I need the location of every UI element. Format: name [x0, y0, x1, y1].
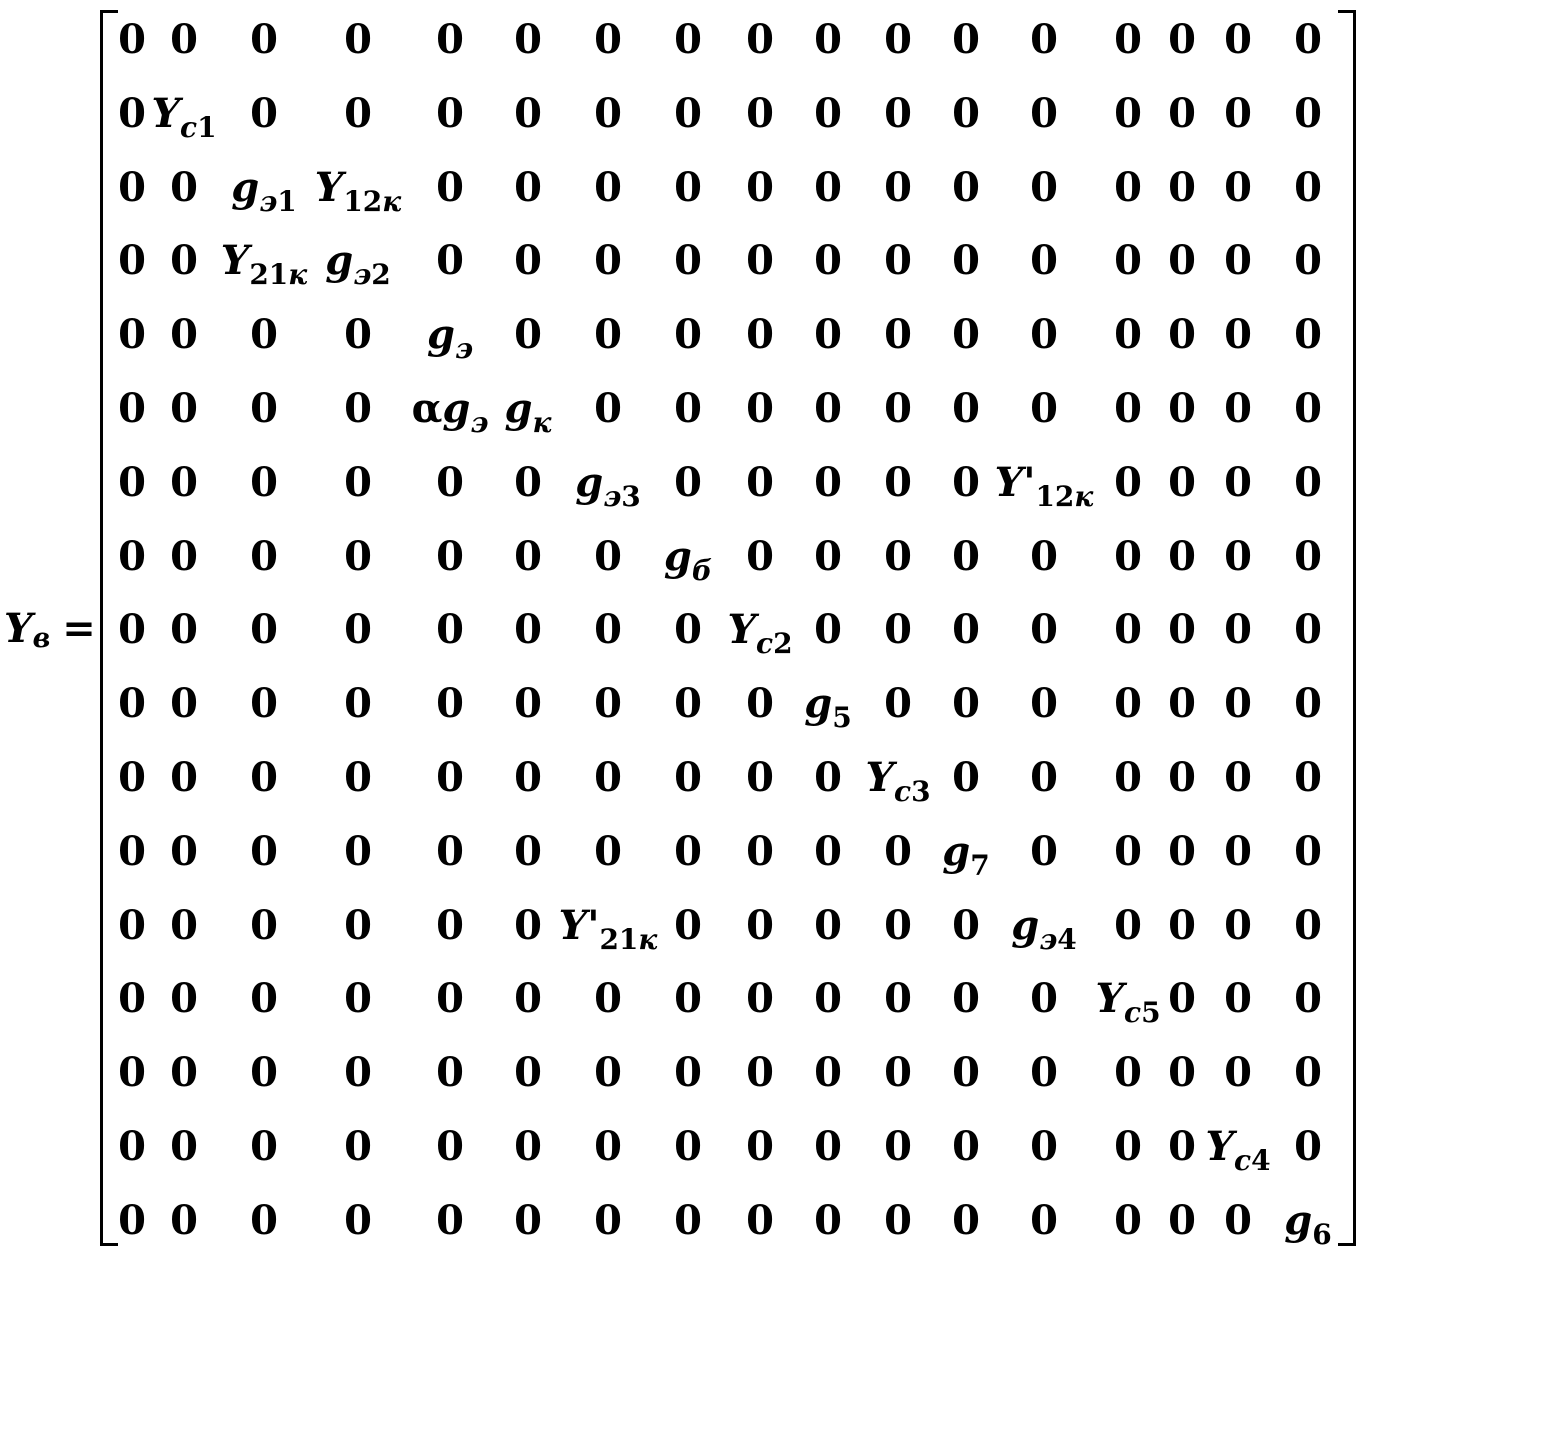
matrix-cell: 0 [344, 827, 372, 875]
matrix-cell: 0 [884, 1049, 912, 1097]
matrix-cell: 0 [514, 606, 542, 654]
matrix-cell: 0 [952, 532, 980, 580]
matrix-cell: 0 [344, 606, 372, 654]
matrix-cell: 0 [170, 1049, 198, 1097]
matrix-cell: 0 [1224, 1196, 1252, 1244]
matrix-cell: 0 [436, 1123, 464, 1170]
matrix-cell: 0 [952, 606, 980, 654]
matrix-cell: 0 [250, 1196, 278, 1244]
matrix-cell: 0 [1168, 1196, 1196, 1244]
matrix-cell: 0 [118, 16, 146, 63]
matrix-cell: 0 [1224, 311, 1252, 359]
matrix-cell: 0 [250, 458, 278, 506]
matrix-cell: 0 [344, 754, 372, 801]
matrix-cell: 0 [170, 16, 198, 63]
matrix-cell: 0 [118, 163, 146, 211]
matrix-cell: 0 [514, 975, 542, 1023]
matrix-cell: $Y_{c2}$ [727, 606, 793, 661]
matrix-cell: 0 [674, 311, 702, 359]
matrix-cell: 0 [1114, 311, 1142, 359]
matrix-cell: 0 [118, 89, 146, 137]
matrix-cell: 0 [952, 754, 980, 801]
matrix-cell: $Y_{12к}$ [314, 163, 402, 218]
matrix-cell: 0 [814, 975, 842, 1023]
matrix-cell: 0 [1294, 16, 1322, 63]
matrix-cell: 0 [884, 975, 912, 1023]
matrix-cell: 0 [1168, 237, 1196, 285]
matrix-cell: 0 [514, 827, 542, 875]
matrix-cell: 0 [1030, 237, 1058, 285]
matrix-cell: 0 [746, 901, 774, 949]
matrix-cell: $g_{э2}$ [325, 237, 391, 292]
matrix-cell: 0 [118, 1123, 146, 1170]
matrix-cell: 0 [1294, 975, 1322, 1023]
matrix-cell: 0 [746, 458, 774, 506]
matrix-cell: 0 [1224, 458, 1252, 506]
matrix-cell: 0 [118, 827, 146, 875]
matrix-cell: 0 [514, 1049, 542, 1097]
matrix-cell: 0 [344, 311, 372, 359]
matrix-cell: 0 [1294, 1049, 1322, 1097]
matrix-cell: 0 [746, 311, 774, 359]
matrix-cell: $g_э$ [426, 311, 474, 366]
matrix-cell: 0 [594, 754, 622, 801]
matrix-cell: 0 [1294, 1123, 1322, 1170]
matrix-cell: 0 [952, 16, 980, 63]
matrix-cell: 0 [1114, 385, 1142, 432]
matrix-cell: 0 [1030, 754, 1058, 801]
matrix-cell: 0 [594, 827, 622, 875]
matrix-cell: 0 [674, 1123, 702, 1170]
matrix-cell: 0 [250, 975, 278, 1023]
matrix-cell: 0 [594, 532, 622, 580]
matrix-cell: 0 [594, 680, 622, 728]
matrix-cell: 0 [1168, 975, 1196, 1023]
matrix-cell: 0 [1030, 680, 1058, 728]
matrix-cell: 0 [1030, 385, 1058, 432]
matrix-cell: 0 [1294, 532, 1322, 580]
matrix-cell: 0 [1114, 237, 1142, 285]
matrix-cell: 0 [746, 16, 774, 63]
matrix-cell: 0 [674, 901, 702, 949]
matrix-cell: $g_5$ [804, 680, 852, 735]
matrix-cell: 0 [1114, 89, 1142, 137]
matrix-cell: 0 [952, 1196, 980, 1244]
matrix-cell: 0 [514, 1196, 542, 1244]
matrix-cell: 0 [1030, 1049, 1058, 1097]
matrix-cell: 0 [952, 89, 980, 137]
matrix-cell: 0 [594, 975, 622, 1023]
matrix-cell: 0 [884, 458, 912, 506]
matrix-cell: 0 [170, 606, 198, 654]
matrix-cell: 0 [746, 385, 774, 432]
matrix-cell: 0 [118, 385, 146, 432]
matrix-cell: 0 [250, 827, 278, 875]
matrix-cell: 0 [884, 901, 912, 949]
matrix-cell: 0 [250, 89, 278, 137]
matrix-cell: $Y'_{21к}$ [558, 901, 658, 956]
matrix-cell: 0 [1114, 1049, 1142, 1097]
matrix-cell: $Y_{21к}$ [220, 237, 308, 292]
matrix-cell: 0 [344, 901, 372, 949]
matrix-cell: 0 [118, 975, 146, 1023]
matrix-cell: 0 [674, 680, 702, 728]
matrix-cell: 0 [1224, 385, 1252, 432]
matrix-cell: 0 [674, 1196, 702, 1244]
matrix-cell: 0 [746, 754, 774, 801]
matrix-cell: 0 [1224, 975, 1252, 1023]
matrix-cell: 0 [1114, 1196, 1142, 1244]
matrix-cell: 0 [674, 89, 702, 137]
matrix-cell: 0 [344, 1049, 372, 1097]
matrix-cell: 0 [746, 532, 774, 580]
matrix-cell: 0 [1168, 16, 1196, 63]
matrix-cell: 0 [118, 532, 146, 580]
matrix-cell: 0 [1294, 237, 1322, 285]
matrix-cell: 0 [436, 532, 464, 580]
matrix-cell: 0 [746, 1049, 774, 1097]
matrix-cell: 0 [514, 532, 542, 580]
matrix-cell: 0 [1294, 606, 1322, 654]
matrix-cell: 0 [514, 458, 542, 506]
matrix-cell: $Y_{c1}$ [151, 89, 217, 144]
matrix-cell: 0 [674, 827, 702, 875]
matrix-cell: 0 [814, 1196, 842, 1244]
matrix-cell: 0 [594, 385, 622, 432]
matrix-cell: 0 [1224, 827, 1252, 875]
matrix-cell: 0 [884, 237, 912, 285]
matrix-cell: 0 [1224, 16, 1252, 63]
matrix-cell: 0 [170, 680, 198, 728]
matrix-cell: 0 [674, 1049, 702, 1097]
matrix-cell: 0 [514, 16, 542, 63]
matrix-cell: 0 [1114, 532, 1142, 580]
matrix-cell: $Y_{c5}$ [1095, 975, 1161, 1030]
matrix-cell: 0 [250, 606, 278, 654]
matrix-cell: 0 [1114, 16, 1142, 63]
matrix-cell: 0 [1168, 827, 1196, 875]
matrix-cell: 0 [514, 754, 542, 801]
matrix-cell: 0 [436, 606, 464, 654]
matrix-cell: 0 [170, 1123, 198, 1170]
matrix-cell: 0 [436, 1049, 464, 1097]
matrix-cell: 0 [814, 458, 842, 506]
matrix-cell: 0 [250, 311, 278, 359]
matrix-cell: 0 [1030, 163, 1058, 211]
matrix-cell: 0 [1294, 680, 1322, 728]
matrix-cell: 0 [1224, 237, 1252, 285]
matrix-cell: 0 [1224, 532, 1252, 580]
matrix-cell: 0 [674, 975, 702, 1023]
matrix-cell: $g_б$ [663, 532, 713, 587]
matrix-cell: 0 [170, 827, 198, 875]
matrix-cell: 0 [250, 680, 278, 728]
matrix-cell: 0 [952, 311, 980, 359]
matrix-cell: 0 [1114, 163, 1142, 211]
matrix-cell: 0 [1224, 606, 1252, 654]
matrix-cell: 0 [952, 901, 980, 949]
matrix-cell: 0 [170, 311, 198, 359]
matrix-cell: 0 [814, 163, 842, 211]
matrix-cell: 0 [344, 1196, 372, 1244]
matrix-cell: 0 [118, 901, 146, 949]
matrix-cell: 0 [514, 89, 542, 137]
matrix-cell: 0 [594, 163, 622, 211]
matrix-cell: 0 [1030, 532, 1058, 580]
matrix-cell: 0 [1168, 1049, 1196, 1097]
matrix-cell: 0 [170, 385, 198, 432]
matrix-cell: 0 [814, 89, 842, 137]
matrix-cell: 0 [436, 89, 464, 137]
matrix-cell: 0 [250, 1049, 278, 1097]
matrix-cell: 0 [674, 237, 702, 285]
matrix-cell: 0 [594, 89, 622, 137]
matrix-cell: 0 [1224, 1049, 1252, 1097]
matrix-cell: 0 [344, 532, 372, 580]
matrix-cell: 0 [1224, 680, 1252, 728]
matrix-cell: 0 [344, 385, 372, 432]
matrix-cell: 0 [1224, 89, 1252, 137]
matrix-cell: 0 [436, 754, 464, 801]
matrix-cell: $g_{э4}$ [1011, 901, 1077, 956]
matrix-cell: 0 [884, 16, 912, 63]
matrix-cell: 0 [814, 532, 842, 580]
matrix-cell: 0 [1294, 827, 1322, 875]
matrix-cell: 0 [674, 606, 702, 654]
matrix-cell: 0 [952, 458, 980, 506]
matrix-cell: 0 [1224, 163, 1252, 211]
matrix-cell: 0 [1168, 901, 1196, 949]
matrix-cell: 0 [1114, 754, 1142, 801]
matrix-cell: 0 [952, 1123, 980, 1170]
matrix-cell: 0 [952, 385, 980, 432]
matrix-cell: 0 [344, 89, 372, 137]
matrix-cell: 0 [118, 458, 146, 506]
matrix-cell: 0 [1030, 1196, 1058, 1244]
matrix-cell: 0 [436, 237, 464, 285]
matrix-cell: 0 [250, 754, 278, 801]
matrix-cell: 0 [344, 680, 372, 728]
matrix-cell: 0 [884, 311, 912, 359]
matrix-cell: 0 [1294, 311, 1322, 359]
matrix-cell: 0 [436, 163, 464, 211]
matrix-cell: 0 [952, 680, 980, 728]
matrix-cell: $g_{э1}$ [231, 163, 297, 218]
matrix-cell: 0 [1030, 975, 1058, 1023]
matrix-cell: 0 [1294, 458, 1322, 506]
matrix-cell: 0 [1168, 311, 1196, 359]
matrix-cell: 0 [436, 1196, 464, 1244]
matrix-cell: 0 [594, 1123, 622, 1170]
matrix-cell: 0 [884, 827, 912, 875]
lhs-subscript: в [32, 622, 51, 654]
matrix-cell: 0 [1114, 827, 1142, 875]
matrix-cell: 0 [436, 680, 464, 728]
matrix-cell: 0 [250, 901, 278, 949]
matrix-cell: 0 [814, 606, 842, 654]
matrix-cell: 0 [884, 680, 912, 728]
matrix-cell: 0 [674, 385, 702, 432]
matrix-cell: 0 [1114, 606, 1142, 654]
matrix-cell: 0 [118, 1196, 146, 1244]
matrix-cell: 0 [884, 532, 912, 580]
matrix-cell: 0 [884, 1123, 912, 1170]
matrix-cell: 0 [170, 163, 198, 211]
matrix-cell: 0 [1168, 532, 1196, 580]
matrix-cell: 0 [1294, 901, 1322, 949]
matrix-cell: 0 [250, 1123, 278, 1170]
matrix-cell: 0 [594, 237, 622, 285]
matrix-cell: 0 [746, 89, 774, 137]
matrix-cell: 0 [884, 163, 912, 211]
matrix-cell: $Y_{c3}$ [865, 754, 931, 808]
matrix-cell: 0 [514, 311, 542, 359]
matrix-cell: 0 [814, 754, 842, 801]
matrix-cell: 0 [1030, 89, 1058, 137]
matrix-cell: 0 [952, 1049, 980, 1097]
matrix-cell: 0 [250, 16, 278, 63]
matrix-cell: 0 [814, 311, 842, 359]
matrix-cell: 0 [1168, 458, 1196, 506]
matrix-cell: 0 [1114, 458, 1142, 506]
matrix-cell: 0 [170, 754, 198, 801]
matrix-cell: 0 [436, 16, 464, 63]
matrix-cell: 0 [952, 237, 980, 285]
matrix-cell: 0 [674, 754, 702, 801]
matrix-cell: 0 [344, 1123, 372, 1170]
matrix-cell: 0 [594, 311, 622, 359]
matrix-cell: 0 [250, 385, 278, 432]
matrix-cell: 0 [746, 1123, 774, 1170]
matrix-cell: 0 [814, 1123, 842, 1170]
matrix-cell: 0 [674, 458, 702, 506]
matrix-cell: 0 [1168, 680, 1196, 728]
matrix-cell: 0 [436, 901, 464, 949]
matrix-cell: 0 [436, 458, 464, 506]
matrix-cell: 0 [170, 458, 198, 506]
matrix-cell: 0 [814, 385, 842, 432]
matrix-cell: 0 [170, 975, 198, 1023]
matrix-cell: 0 [344, 458, 372, 506]
matrix-cell: 0 [250, 532, 278, 580]
matrix-cell: $g_{э3}$ [575, 458, 641, 513]
matrix-cell: 0 [170, 1196, 198, 1244]
matrix-cell: 0 [814, 1049, 842, 1097]
matrix-cell: 0 [1030, 16, 1058, 63]
matrix-cell: 0 [1168, 89, 1196, 137]
matrix-cell: 0 [952, 163, 980, 211]
matrix-cell: 0 [746, 680, 774, 728]
matrix-cell: 0 [1168, 606, 1196, 654]
matrix-cell: 0 [1294, 89, 1322, 137]
matrix-cell: 0 [1224, 754, 1252, 801]
matrix-cell: 0 [118, 680, 146, 728]
matrix-cell: 0 [1168, 163, 1196, 211]
matrix-cell: 0 [1168, 754, 1196, 801]
matrix-cell: 0 [746, 827, 774, 875]
matrix-cell: 0 [674, 16, 702, 63]
matrix-cell: 0 [1030, 1123, 1058, 1170]
matrix-cell: $Y'_{12к}$ [994, 458, 1094, 513]
matrix-cell: 0 [884, 89, 912, 137]
matrix-cell: 0 [1114, 680, 1142, 728]
matrix-cell: 0 [436, 975, 464, 1023]
matrix-cell: 0 [1030, 827, 1058, 875]
matrix-cell: 0 [1224, 901, 1252, 949]
matrix-cell: $g_к$ [504, 385, 552, 439]
matrix-cell: 0 [746, 163, 774, 211]
matrix-cell: 0 [344, 16, 372, 63]
matrix-cell: 0 [814, 901, 842, 949]
matrix-cell: $\alpha g_э$ [411, 385, 489, 439]
matrix-cell: 0 [746, 1196, 774, 1244]
matrix-cell: 0 [884, 1196, 912, 1244]
matrix-cell: 0 [118, 754, 146, 801]
matrix-cell: 0 [746, 975, 774, 1023]
matrix-cell: 0 [118, 311, 146, 359]
matrix-cell: 0 [594, 1196, 622, 1244]
matrix-cell: 0 [118, 237, 146, 285]
matrix-cell: 0 [884, 385, 912, 432]
matrix-cell: 0 [170, 532, 198, 580]
matrix-cell: 0 [514, 1123, 542, 1170]
matrix-cell: 0 [1114, 901, 1142, 949]
matrix-cell: 0 [814, 16, 842, 63]
matrix-cell: 0 [118, 606, 146, 654]
matrix-cell: 0 [1030, 606, 1058, 654]
matrix-cell: 0 [1294, 385, 1322, 432]
matrix-cell: $Y_{c4}$ [1205, 1123, 1271, 1177]
matrix-cell: $g_6$ [1284, 1196, 1332, 1251]
matrix-cell: 0 [1114, 1123, 1142, 1170]
matrix-cell: 0 [118, 1049, 146, 1097]
matrix-cell: 0 [594, 1049, 622, 1097]
matrix-cell: 0 [514, 680, 542, 728]
matrix-cell: 0 [594, 606, 622, 654]
matrix-cell: 0 [1294, 754, 1322, 801]
matrix-cell: 0 [436, 827, 464, 875]
matrix-cell: 0 [1168, 385, 1196, 432]
matrix-cell: 0 [514, 163, 542, 211]
matrix-cell: 0 [814, 237, 842, 285]
matrix-cell: 0 [674, 163, 702, 211]
matrix-cell: 0 [514, 901, 542, 949]
matrix-cell: 0 [746, 237, 774, 285]
lhs-symbol: Y [4, 604, 33, 652]
matrix-cell: 0 [344, 975, 372, 1023]
matrix-cell: 0 [594, 16, 622, 63]
matrix-cell: $g_7$ [942, 827, 990, 882]
matrix-cell: 0 [1168, 1123, 1196, 1170]
equals-sign: = [62, 604, 96, 652]
matrix-cell: 0 [1030, 311, 1058, 359]
matrix-cell: 0 [514, 237, 542, 285]
matrix-cell: 0 [814, 827, 842, 875]
matrix-cell: 0 [170, 237, 198, 285]
matrix-cell: 0 [1294, 163, 1322, 211]
matrix-cell: 0 [170, 901, 198, 949]
matrix-cell: 0 [952, 975, 980, 1023]
matrix-cell: 0 [884, 606, 912, 654]
